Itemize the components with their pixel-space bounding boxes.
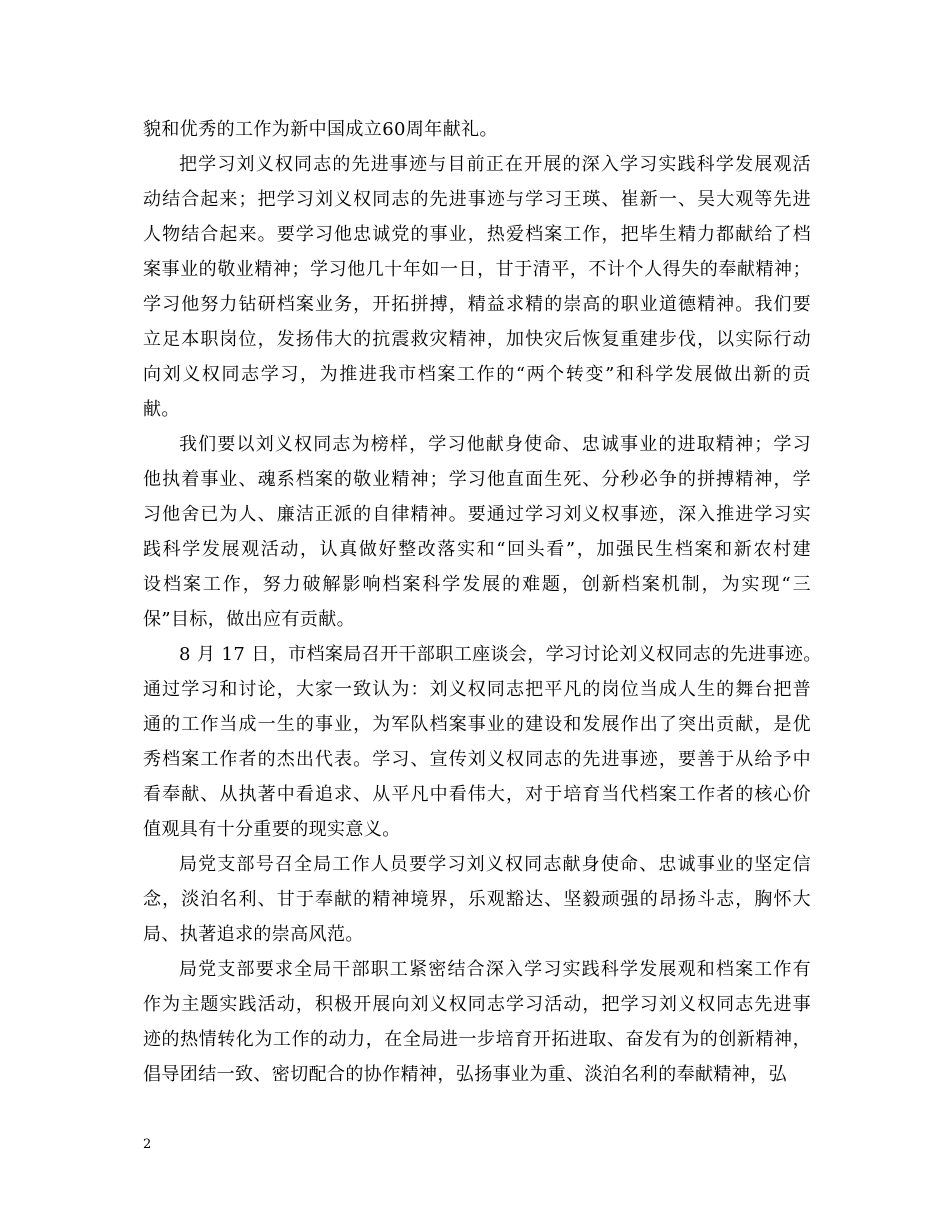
document-body	[143, 112, 822, 1092]
text-line: 倡导团结一致、密切配合的协作精神，弘扬事业为重、淡泊名利的奉献精神，弘	[143, 1064, 787, 1085]
text-line: 通过学习和讨论，大家一致认为：刘义权同志把平凡的岗位当成人生的舞台把普	[143, 679, 811, 700]
text-line: 通的工作当成一生的事业，为军队档案事业的建设和发展作出了突出贡献，是优	[143, 714, 811, 735]
body-paragraph	[143, 637, 822, 847]
text-line: 把学习刘义权同志的先进事迹与目前正在开展的深入学习实践科学发展观活	[179, 154, 811, 175]
text-line: 局党支部要求全局干部职工紧密结合深入学习实践科学发展观和档案工作有	[179, 959, 811, 980]
text-line: 局、执著追求的崇高风范。	[143, 924, 364, 945]
text-line: 案事业的敬业精神；学习他几十年如一日，甘于清平，不计个人得失的奉献精神；	[143, 259, 811, 280]
page-number: 2	[143, 1137, 152, 1152]
text-line: 秀档案工作者的杰出代表。学习、宣传刘义权同志的先进事迹，要善于从给予中	[143, 749, 811, 770]
text-line: 迹的热情转化为工作的动力，在全局进一步培育开拓进取、奋发有为的创新精神，	[143, 1029, 811, 1050]
body-paragraph	[143, 847, 811, 952]
text-line: 学习他努力钻研档案业务，开拓拼搏，精益求精的崇高的职业道德精神。我们要	[143, 294, 811, 315]
text-line: 他执着事业、魂系档案的敬业精神；学习他直面生死、分秒必争的拼搏精神，学	[143, 469, 811, 490]
text-line: 立足本职岗位，发扬伟大的抗震救灾精神，加快灾后恢复重建步伐，以实际行动	[143, 329, 811, 350]
text-line: 设档案工作，努力破解影响档案科学发展的难题，创新档案机制，为实现“三	[143, 574, 811, 595]
text-line: 作为主题实践活动，积极开展向刘义权同志学习活动，把学习刘义权同志先进事	[143, 994, 811, 1015]
text-line: 动结合起来；把学习刘义权同志的先进事迹与学习王瑛、崔新一、吴大观等先进	[143, 189, 811, 210]
body-paragraph	[143, 952, 811, 1092]
text-line: 人物结合起来。要学习他忠诚党的事业，热爱档案工作，把毕生精力都献给了档	[143, 224, 811, 245]
text-line: 践科学发展观活动，认真做好整改落实和“回头看”，加强民生档案和新农村建	[143, 539, 811, 560]
text-line: 保”目标，做出应有贡献。	[143, 609, 356, 630]
body-paragraph	[143, 427, 811, 637]
text-line: 我们要以刘义权同志为榜样，学习他献身使命、忠诚事业的进取精神；学习	[179, 434, 811, 455]
text-line: 习他舍已为人、廉洁正派的自律精神。要通过学习刘义权事迹，深入推进学习实	[143, 504, 811, 525]
text-line: 8 月 17 日，市档案局召开干部职工座谈会，学习讨论刘义权同志的先进事迹。	[179, 644, 822, 665]
body-paragraph	[143, 112, 811, 147]
text-line: 局党支部号召全局工作人员要学习刘义权同志献身使命、忠诚事业的坚定信	[179, 854, 811, 875]
text-line: 向刘义权同志学习，为推进我市档案工作的“两个转变”和科学发展做出新的贡	[143, 364, 811, 385]
text-line: 献。	[143, 399, 180, 420]
body-paragraph	[143, 147, 811, 427]
text-line: 看奉献、从执著中看追求、从平凡中看伟大，对于培育当代档案工作者的核心价	[143, 784, 811, 805]
text-line: 念，淡泊名利、甘于奉献的精神境界，乐观豁达、坚毅顽强的昂扬斗志，胸怀大	[143, 889, 811, 910]
text-line: 值观具有十分重要的现实意义。	[143, 819, 401, 840]
text-line: 貌和优秀的工作为新中国成立60周年献礼。	[143, 119, 498, 140]
